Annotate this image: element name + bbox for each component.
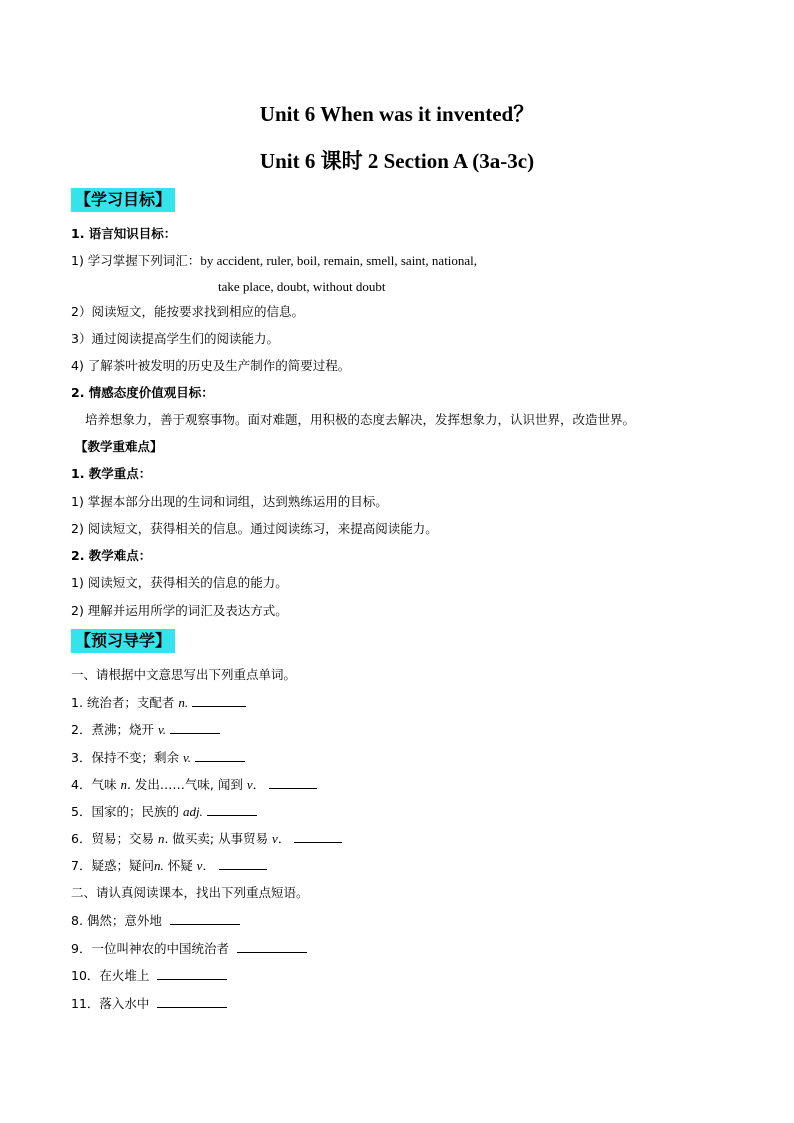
answer-blank[interactable] <box>207 803 257 816</box>
emotion-goals-text: 培养想象力，善于观察事物。面对难题，用积极的态度去解决，发挥想象力，认识世界，改造世界。 <box>85 412 636 427</box>
answer-blank[interactable] <box>294 830 342 843</box>
goal-item-3: 3）通过阅读提高学生们的阅读能力。 <box>71 331 279 346</box>
answer-blank[interactable] <box>195 749 245 762</box>
part2-heading: 二、请认真阅读课本，找出下列重点短语。 <box>71 885 309 900</box>
word-item-3: 3．保持不变；剩余 v. <box>71 749 245 766</box>
knowledge-goals-heading: 1. 语言知识目标： <box>71 226 177 241</box>
goal-item-1-words: by accident, ruler, boil, remain, smell, saint, national, <box>200 253 478 268</box>
answer-blank[interactable] <box>157 995 227 1008</box>
phrase-item-11: 11．落入水中 <box>71 995 227 1012</box>
answer-blank[interactable] <box>157 967 227 980</box>
goal-item-1-cont <box>218 279 386 295</box>
key-points-heading: 【教学重难点】 <box>75 439 163 454</box>
goal-item-2: 2）阅读短文，能按要求找到相应的信息。 <box>71 304 304 319</box>
focus-item-1: 1) 掌握本部分出现的生词和词组，达到熟练运用的目标。 <box>71 494 388 509</box>
answer-blank[interactable] <box>170 912 240 925</box>
word-item-6: 6．贸易；交易 n. 做买卖; 从事贸易 v． <box>71 830 342 847</box>
word-item-1: 1. 统治者；支配者 n. <box>71 694 246 711</box>
phrase-item-10: 10．在火堆上 <box>71 967 227 984</box>
difficulty-item-2: 2) 理解并运用所学的词汇及表达方式。 <box>71 603 288 618</box>
emotion-goals-heading: 2. 情感态度价值观目标： <box>71 385 214 400</box>
answer-blank[interactable] <box>269 776 317 789</box>
part1-heading: 一、请根据中文意思写出下列重点单词。 <box>71 667 297 682</box>
answer-blank[interactable] <box>170 721 220 734</box>
focus-item-2: 2) 阅读短文，获得相关的信息。通过阅读练习，来提高阅读能力。 <box>71 521 438 536</box>
goal-item-1-words-cont: take place, doubt, without doubt <box>218 279 386 294</box>
word-item-7: 7．疑惑；疑问n. 怀疑 v． <box>71 857 267 874</box>
answer-blank[interactable] <box>237 940 307 953</box>
word-item-2: 2．煮沸；烧开 v. <box>71 721 220 738</box>
difficulty-heading: 2. 教学难点： <box>71 548 152 563</box>
answer-blank[interactable] <box>219 857 267 870</box>
word-item-5: 5．国家的；民族的 adj. <box>71 803 257 820</box>
answer-blank[interactable] <box>192 694 246 707</box>
focus-heading: 1. 教学重点： <box>71 466 152 481</box>
preview-banner: 【预习导学】 <box>71 629 175 653</box>
goal-item-1 <box>71 253 477 269</box>
difficulty-item-1: 1) 阅读短文，获得相关的信息的能力。 <box>71 575 288 590</box>
phrase-item-9: 9．一位叫神农的中国统治者 <box>71 940 307 957</box>
word-item-4: 4．气味 n. 发出……气味, 闻到 v． <box>71 776 317 793</box>
phrase-item-8: 8. 偶然；意外地 <box>71 912 240 929</box>
page-subtitle: Unit 6 课时 2 Section A (3a-3c) <box>259 149 535 173</box>
learning-goals-banner: 【学习目标】 <box>71 188 175 212</box>
goal-item-4: 4) 了解茶叶被发明的历史及生产制作的简要过程。 <box>71 358 351 373</box>
goal-item-1-prefix: 1) 学习掌握下列词汇： <box>71 253 201 268</box>
page-title: Unit 6 When was it invented？ <box>259 102 535 126</box>
